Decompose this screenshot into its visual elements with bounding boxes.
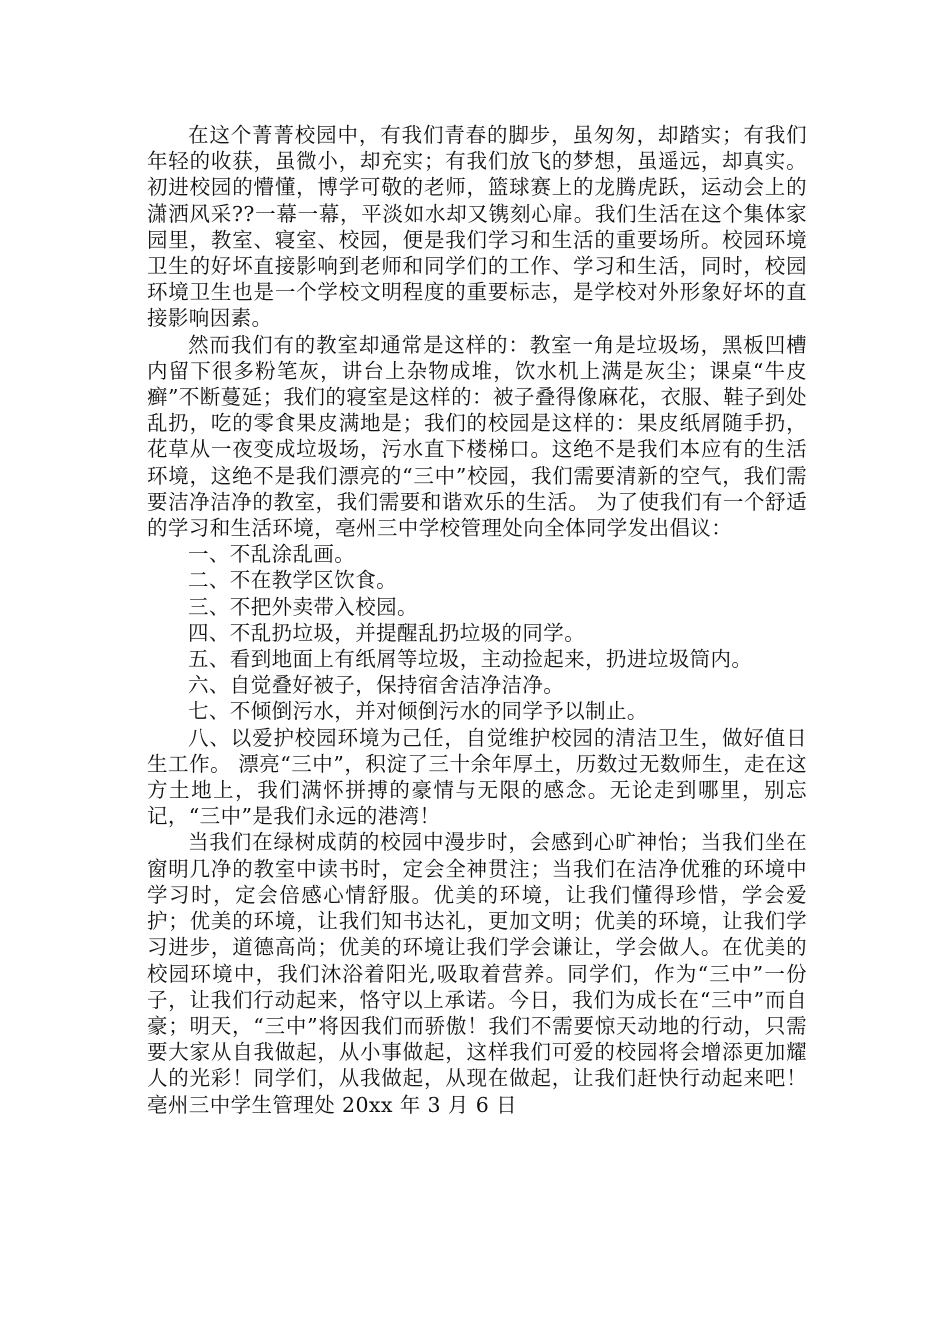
paragraph-intro: 在这个菁菁校园中，有我们青春的脚步，虽匆匆，却踏实；有我们年轻的收获，虽微小，却充实；有我们放飞的梦想，虽遥远，却真实。初进校园的懵懂，博学可敬的老师，篮球赛上的龙腾虎跃，运动会上的潇洒风采??一幕一幕，平淡如水却又镌刻心扉。我们生活在这个集体家园里，教室、寝室、校园，便是我们学习和生活的重要场所。校园环境卫生的好坏直接影响到老师和同学们的工作、学习和生活，同时，校园环境卫生也是一个学校文明程度的重要标志，是学校对外形象好坏的直接影响因素。 — [147, 123, 807, 331]
list-item: 七、不倾倒污水，并对倾倒污水的同学予以制止。 — [188, 699, 648, 724]
document-body — [147, 122, 807, 1118]
list-item: 六、自觉叠好被子，保持宿舍洁净洁净。 — [188, 673, 565, 698]
list-item: 三、不把外卖带入校园。 — [188, 594, 418, 619]
list-item: 二、不在教学区饮食。 — [188, 568, 397, 593]
list-item-eight: 八、以爱护校园环境为己任，自觉维护校园的清洁卫生，做好值日生工作。 漂亮“三中”，积淀了三十余年厚土，历数过无数师生，走在这方土地上，我们满怀拼搏的豪情与无限的感念。无论走到哪里，别忘记，“三中”是我们永远的港湾！ — [147, 725, 807, 829]
list-item: 一、不乱涂乱画。 — [188, 542, 356, 567]
list-item: 四、不乱扔垃圾，并提醒乱扔垃圾的同学。 — [188, 620, 586, 645]
paragraph-closing: 当我们在绿树成荫的校园中漫步时，会感到心旷神怡；当我们坐在窗明几净的教室中读书时，定会全神贯注；当我们在洁净优雅的环境中学习时，定会倍感心情舒服。优美的环境，让我们懂得珍惜，学会爱护；优美的环境，让我们知书达礼，更加文明；优美的环境，让我们学习进步，道德高尚；优美的环境让我们学会谦让，学会做人。在优美的校园环境中，我们沐浴着阳光,吸取着营养。同学们，作为“三中”一份子，让我们行动起来，恪守以上承诺。今日，我们为成长在“三中”而自豪；明天，“三中”将因我们而骄傲！我们不需要惊天动地的行动，只需要大家从自我做起，从小事做起，这样我们可爱的校园将会增添更加耀人的光彩！同学们，从我做起，从现在做起，让我们赶快行动起来吧！ 亳州三中学生管理处 20xx 年 3 月 6 日 — [147, 830, 807, 1117]
list-item: 五、看到地面上有纸屑等垃圾，主动捡起来，扔进垃圾筒内。 — [188, 647, 753, 672]
paragraph-problems: 然而我们有的教室却通常是这样的：教室一角是垃圾场，黑板凹槽内留下很多粉笔灰，讲台上杂物成堆，饮水机上满是灰尘；课桌“牛皮癣”不断蔓延；我们的寝室是这样的：被子叠得像麻花，衣服、鞋子到处乱扔，吃的零食果皮满地是；我们的校园是这样的：果皮纸屑随手扔，花草从一夜变成垃圾场，污水直下楼梯口。这绝不是我们本应有的生活环境，这绝不是我们漂亮的“三中”校园，我们需要清新的空气，我们需要洁净洁净的教室，我们需要和谐欢乐的生活。 为了使我们有一个舒适的学习和生活环境，亳州三中学校管理处向全体同学发出倡议： — [147, 332, 807, 541]
